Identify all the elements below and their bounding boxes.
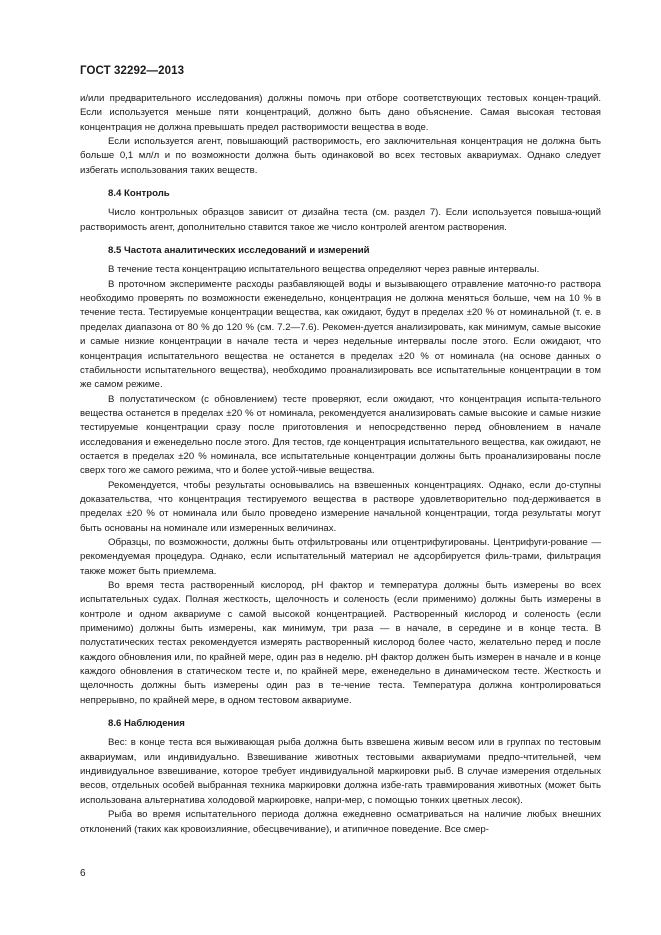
page-number: 6 bbox=[80, 868, 86, 879]
section-heading-8-5: 8.5 Частота аналитических исследований и измерений bbox=[108, 245, 370, 257]
paragraph: В течение теста концентрацию испытательного вещества определяют через равные интервалы. bbox=[108, 264, 540, 276]
paragraph: В полустатическом (с обновлением) тесте проверяют, если ожидают, что концентрация испыта-тельного вещества останется в пределах ±20 % от номинала, рекомендуется анализировать самые высокие и самые низкие тестируемые концентрации сразу после приготовления и непосредственно перед обновлением в начале исследования и еженедельно после этого. Для тестов, где концентрация испытательного вещества, как ожидают, не остается в пределах ±20 % номинала, все испытательные концентрации должны быть проанализированы после сверх того же самого режима, что и более устой-чивые вещества. bbox=[80, 393, 602, 477]
paragraph: Во время теста растворенный кислород, pH фактор и температура должны быть измерены во всех испытательных судах. Полная жесткость, щелочность и соленость (если применимо) должны быть измерены в контроле и одном аквариуме с самой высокой концентрацией. Растворенный кислород и соленость (если применимо) должны быть измерены, как минимум, три раза — в начале, в середине и в конце теста. В полустатических тестах рекомендуется измерять растворенный кислород более часто, желательно перед и после каждого обновления или, по крайней мере, один раз в неделю. pH фактор должен быть измерен в начале и в конце каждого обновления в статическом тесте и, по крайней мере, еженедельно в динамическом тесте. Жесткость и щелочность должны быть измерены один раз в те-чение теста. Температура должна контролироваться непрерывно, по крайней мере, в одном тестовом аквариуме. bbox=[80, 580, 601, 706]
paragraph: Вес: в конце теста вся выживающая рыба должна быть взвешена живым весом или в группах по тестовым аквариумам, или индивидуально. Взвешивание животных тестовыми аквариумами предпо-чтительней, чем индивидуальное взвешивание, которое требует индивидуальной маркировки рыб. В случае измерения отдельных весов, отдельных особей выбранная техника маркировки должна избе-гать травмирования животных (может быть использована альтернатива холодовой маркировке, напри-мер, с помощью тонких цветных лесок). bbox=[80, 737, 601, 806]
document-body bbox=[80, 92, 601, 837]
section-heading-8-6: 8.6 Наблюдения bbox=[108, 718, 185, 730]
paragraph: Рыба во время испытательного периода должна ежедневно осматриваться на наличие любых внешних отклонений (таких как кровоизлияние, обесцвечивание), и атипичное поведение. Все смер- bbox=[80, 809, 601, 835]
paragraph: Если используется агент, повышающий растворимость, его заключительная концентрация не должна быть больше 0,1 мл/л и по возможности должна быть одинаковой во всех тестовых аквариумах. Однако следует избегать использования таких веществ. bbox=[80, 136, 601, 176]
paragraph: Рекомендуется, чтобы результаты основывались на взвешенных концентрациях. Однако, если до-ступны доказательства, что концентрация тестируемого вещества в растворе удовлетворительно под-держивается в пределах ±20 % от номинала или было проведено измерение начальной концентрации, тогда результаты могут быть основаны на номинале или измеренных величинах. bbox=[80, 479, 601, 534]
paragraph: В проточном эксперименте расходы разбавляющей воды и вызывающего отравление маточно-го раствора необходимо проверять по возможности еженедельно, концентрация не должна меняться больше, чем на 10 % в течение теста. Тестируемые концентрации вещества, как ожидают, будут в пределах ±20 % от номинальной (т. е. в пределах диапазона от 80 % до 120 % (см. 7.2—7.6). Рекомен-дуется анализировать, как минимум, самые высокие и самые низкие концентрации в начале теста и через недельные интервалы после этого. Если ожидают, что концентрация испытательного вещества не останется в пределах ±20 % от номинала (на основе данных о стабильности испытательного вещества), необходимо проанализировать все испытательные концентрации в том же самом режиме. bbox=[80, 278, 601, 391]
paragraph: Образцы, по возможности, должны быть отфильтрованы или отцентрифугированы. Центрифуги-рование — рекомендуемая процедура. Однако, если испытательный материал не адсорбируется филь-трами, фильтрация также может быть приемлема. bbox=[80, 536, 601, 577]
paragraph: и/или предварительного исследования) должны помочь при отборе соответствующих тестовых концен-траций. Если используется меньше пяти концентраций, должно быть дано объяснение. Самая высокая тестовая концентрация не должна превышать предел растворимости вещества в воде. bbox=[80, 93, 601, 133]
document-header: ГОСТ 32292—2013 bbox=[80, 65, 185, 77]
section-heading-8-4: 8.4 Контроль bbox=[108, 188, 170, 200]
paragraph: Число контрольных образцов зависит от дизайна теста (см. раздел 7). Если используется повыша-ющий растворимость агент, дополнительно ставится такое же число контролей агентом растворения. bbox=[80, 207, 601, 233]
